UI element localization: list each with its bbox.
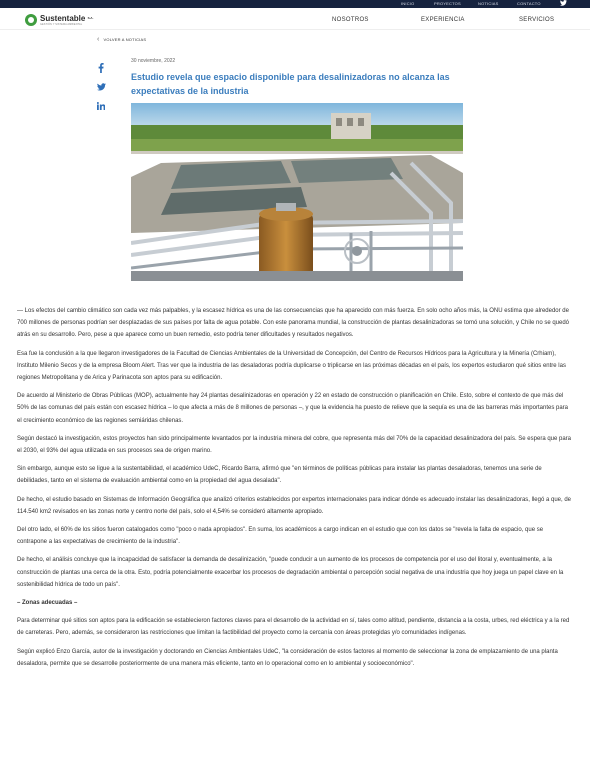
article-date: 30 noviembre, 2022: [131, 58, 176, 64]
article-paragraph: Para determinar qué sitios son aptos para la edificación se establecieron factores claves para el desarrollo de la actividad en sí, tales como altitud, pendiente, distancia a la costa, urbes, red eléctrica y a la red de carreteras. Pero, además, se consideraron las restricciones que limitan la factibilidad del proyecto como la cercanía con áreas protegidas y/o comunidades indígenas.: [17, 618, 570, 637]
logo-tagline: GESTIÓN Y SISTEMA AMBIENTAL: [40, 23, 83, 26]
topbar-link-proyectos[interactable]: PROYECTOS: [434, 1, 461, 6]
logo-mark-icon: [25, 14, 37, 26]
back-label: VOLVER A NOTICIAS: [103, 37, 147, 42]
article-paragraph: Según destacó la investigación, estos proyectos han sido principalmente levantados por la industria minera del cobre, que representa más del 70% de la capacidad desalinizadora del país. Se espera que para el 2030, el 93% del agua utilizada en sus procesos sea de origen marino.: [17, 435, 572, 455]
top-bar: [0, 0, 590, 8]
article-title: Estudio revela que espacio disponible para desalinizadoras no alcanza las expectativas de la industria: [131, 72, 450, 96]
facebook-icon[interactable]: [95, 62, 107, 74]
article-paragraph: De hecho, el análisis concluye que la incapacidad de satisfacer la demanda de desalinización, "puede conducir a un aumento de los procesos de competencia por el uso del litoral y, eventualmente, a la construcción de plantas una cerca de la otra. Esto, podría potencialmente exacerbar los procesos de degradación ambiental o percepción social negativa de una industria que hoy juega un papel clave en la sostenibilidad hídrica de todo un país".: [17, 557, 564, 588]
site-header: [0, 8, 590, 30]
article-subheading: – Zonas adecuadas –: [17, 600, 78, 607]
article-paragraph: Esa fue la conclusión a la que llegaron investigadores de la Facultad de Ciencias Ambientales de la Universidad de Concepción, del Centro de Recursos Hídricos para la Agricultura y la Minería (Crhiam), Instituto Milenio Secos y de la empresa Bloom Alert. Tras ver que la industria de las desaladoras podría duplicarse o triplicarse en las próximas décadas en el país, los expertos estudiaron qué sitios entre las regiones Metropolitana y de Arica y Parinacota son aptos para su edificación.: [17, 350, 566, 382]
chevron-left-icon: ‹: [97, 36, 100, 43]
article-paragraph: Según explicó Enzo García, autor de la investigación y doctorando en Ciencias Ambientales UdeC, "la consideración de estos factores al momento de seleccionar la zona de emplazamiento de una planta desaladora, permite que se desarrolle posteriormente de una manera más eficiente, tanto en lo operacional como en lo ambiental y socioeconómico".: [17, 648, 558, 667]
logo-name: Sustentable $^{S.A.}$: [40, 14, 94, 23]
nav-nosotros[interactable]: NOSOTROS: [332, 17, 369, 23]
nav-experiencia[interactable]: EXPERIENCIA: [421, 17, 465, 23]
twitter-share-icon[interactable]: [95, 81, 107, 93]
topbar-link-contacto[interactable]: CONTACTO: [517, 1, 541, 6]
article-paragraph: De acuerdo al Ministerio de Obras Públicas (MOP), actualmente hay 24 plantas desalinizadoras en operación y 22 en estado de construcción o planificación en Chile. Esto, sobre el contexto de que más del 50% de las comunas del país están con escasez hídrica – lo que afecta a más de 8 millones de personas –, y que la evidencia ha puesto de relieve que la sequía es una de las barreras más importantes para el crecimiento económico de las regiones semiáridas chilenas.: [17, 393, 568, 424]
topbar-link-noticias[interactable]: NOTICIAS: [478, 1, 499, 6]
article-paragraph: Sin embargo, aunque esto se ligue a la sustentabilidad, el académico UdeC, Ricardo Barra, afirmó que "en términos de políticas públicas para instalar las plantas desaladoras, tenemos una serie de debilidades, tanto en el sistema de evaluación ambiental como en la propiedad del agua desalada".: [17, 466, 542, 485]
article-intro: — Los efectos del cambio climático son cada vez más palpables, y la escasez hídrica es una de las consecuencias que ha aparecido con más fuerza. En solo ocho años más, la ONU estima que alrededor de 700 millones de personas podrían ser desplazadas de sus países por falta de agua potable. Con este panorama mundial, la construcción de plantas desalinizadoras se tomó una solución, y Chile no se quedó atrás en su desarrollo. Pero, pese a que aparece como un buen remedio, esto podría tener dificultades y resultados negativos.: [17, 308, 570, 339]
nav-servicios[interactable]: SERVICIOS: [519, 17, 555, 23]
article-paragraph: Del otro lado, el 60% de los sitios fueron catalogados como "poco o nada apropiados". En suma, los académicos a cargo indican en el estudio que con los datos se "revela la falta de espacio, que se contrapone a las expectativas de crecimiento de la industria".: [17, 527, 544, 546]
back-to-news-link[interactable]: [97, 36, 146, 43]
linkedin-icon[interactable]: [95, 100, 107, 112]
article-body: [17, 305, 573, 676]
desalination-plant-photo: [131, 103, 463, 281]
article-paragraph: De hecho, el estudio basado en Sistemas de Información Geográfica que analizó criterios establecidos por expertos internacionales para indicar dónde es adecuado instalar las desalinizadoras, llegó a que, de 114.540 km2 revisados en las zonas norte y centro norte del país, solo el 4,54% se consideró altamente apropiado.: [17, 496, 572, 515]
topbar-link-inicio[interactable]: INICIO: [401, 1, 415, 6]
site-logo[interactable]: [25, 13, 93, 27]
